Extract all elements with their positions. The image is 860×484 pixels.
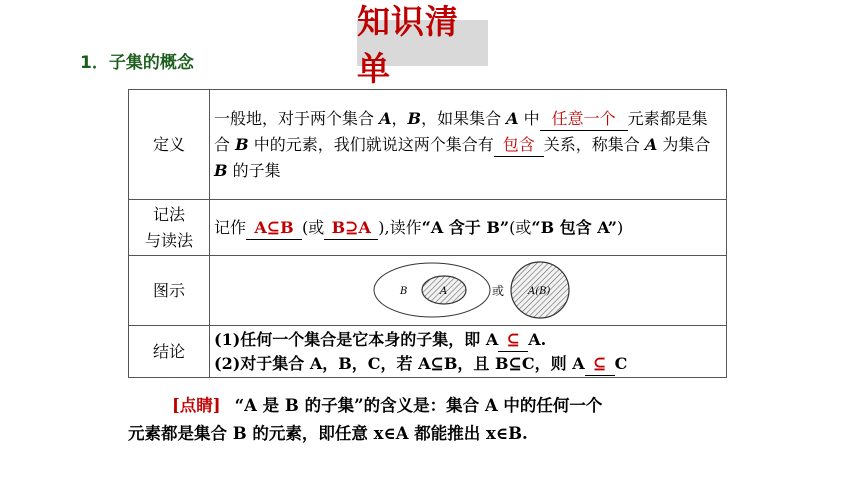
key-point-tag: [点睛]	[172, 396, 221, 415]
blank-any-one: 任意一个	[540, 108, 628, 131]
note-line-2: 元素都是集合 B 的元素，即任意 x∈A 都能推出 x∈B.	[128, 424, 528, 443]
venn-diagram	[372, 258, 572, 322]
row-notation	[129, 200, 727, 256]
key-point-note	[128, 392, 728, 448]
conclusion-content	[210, 326, 727, 378]
conclusion-label: 结论	[129, 326, 210, 378]
note-line-1: [点睛] “A 是 B 的子集”的含义是：集合 A 中的任何一个	[172, 396, 603, 415]
conclusion-line-1: (1)任何一个集合是它本身的子集，即 A ⊆ A.	[214, 328, 722, 352]
blank-contain: 包含	[494, 134, 544, 157]
label-b: B	[400, 286, 408, 297]
row-diagram	[129, 256, 727, 326]
diagram-label: 图示	[129, 256, 210, 326]
blank-subset: A⊆B	[246, 217, 302, 240]
notation-content: 记作 A⊆B (或 B⊇A ),读作“A 含于 B”(或“B 包含 A”)	[210, 200, 727, 256]
row-definition	[129, 90, 727, 200]
label-ab: A(B)	[528, 286, 551, 297]
label-a: A	[440, 286, 448, 297]
page-title	[357, 2, 488, 88]
or-label: 或	[492, 284, 505, 298]
conclusion-line-2: (2)对于集合 A，B，C，若 A⊆B，且 B⊆C，则 A ⊆ C	[214, 352, 722, 376]
notation-label: 记法 与读法	[129, 200, 210, 256]
section-heading: 1．子集的概念	[80, 53, 194, 73]
blank-superset: B⊇A	[324, 217, 378, 240]
row-conclusion	[129, 326, 727, 378]
subset-concept-table	[128, 89, 727, 378]
title-text: 知识清单	[357, 2, 459, 88]
definition-label: 定义	[129, 90, 210, 200]
diagram-content	[210, 256, 727, 326]
definition-content: 一般地，对于两个集合 A，B，如果集合 A 中 任意一个 元素都是集合 B 中的元素，我们就说这两个集合有 包含 关系，称集合 A 为集合 B 的子集	[210, 90, 727, 200]
